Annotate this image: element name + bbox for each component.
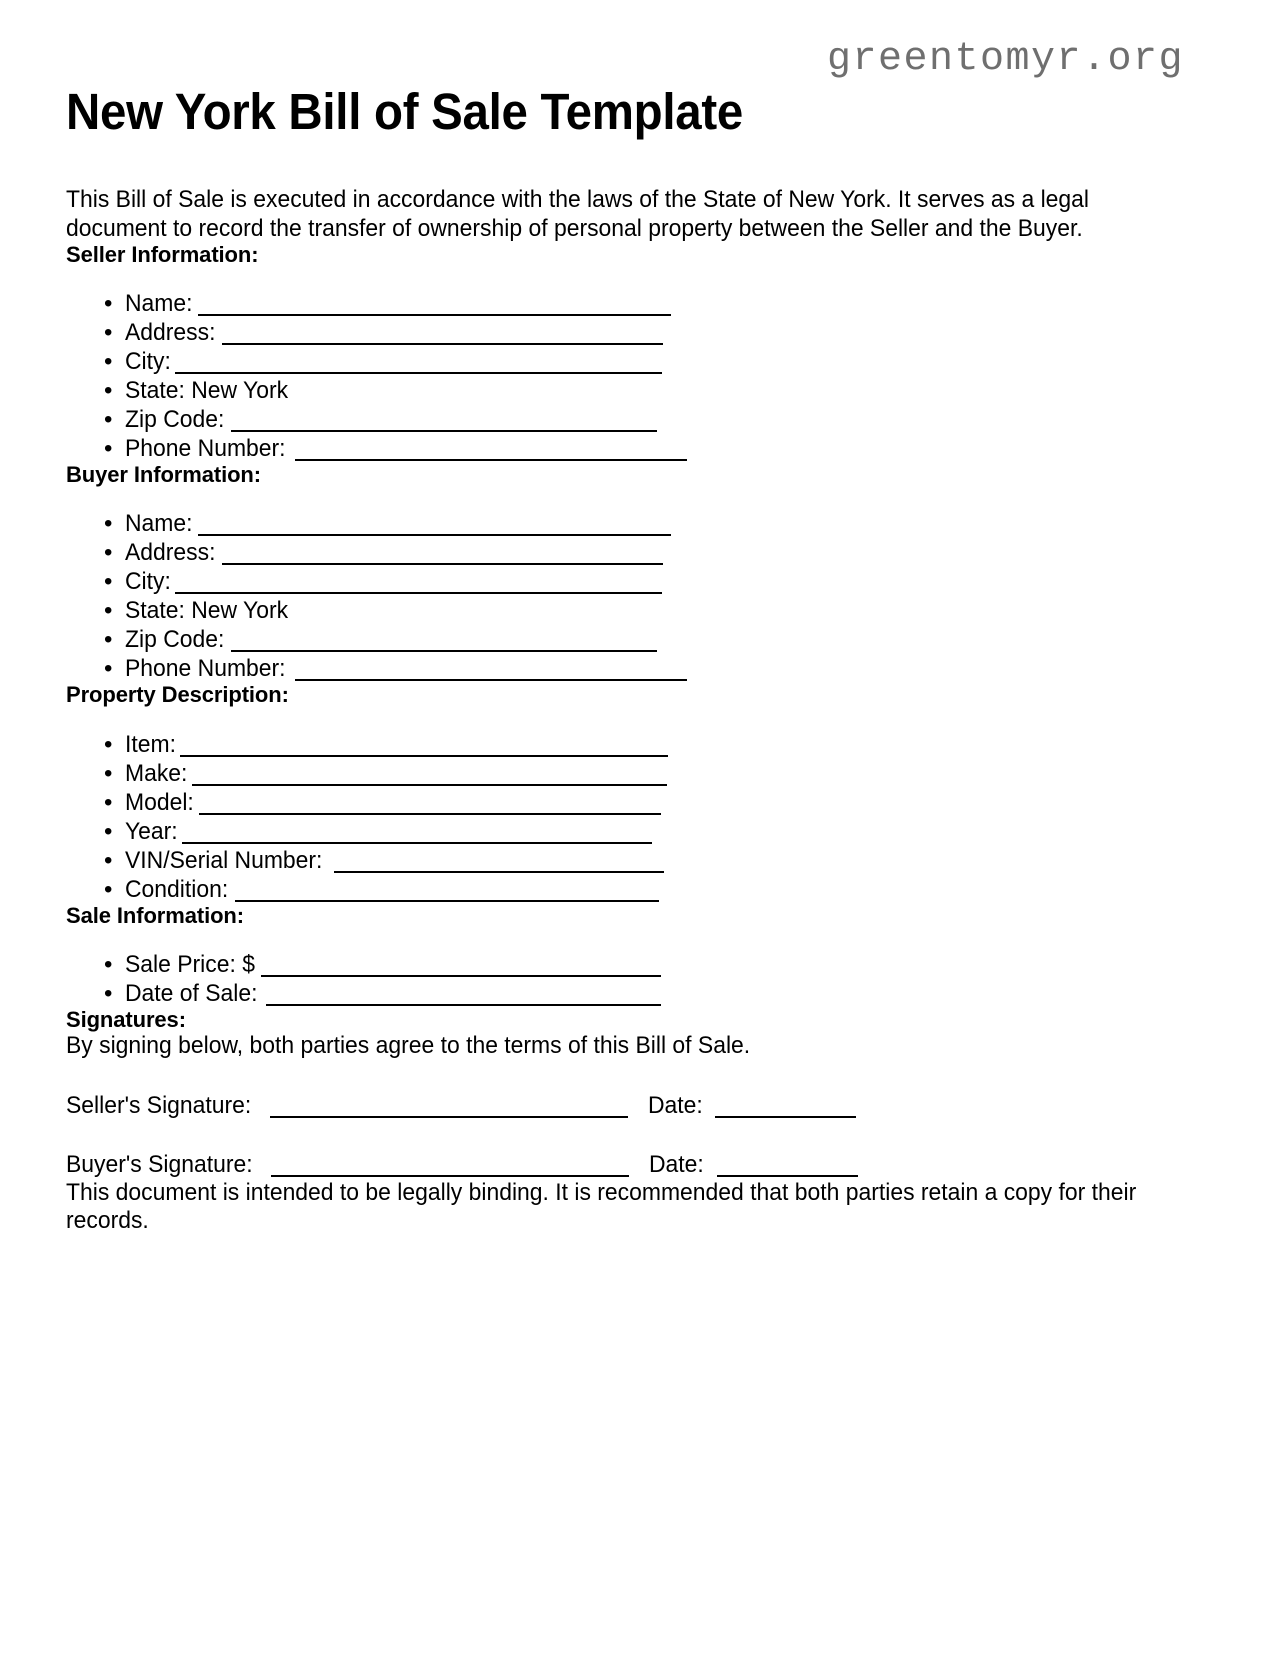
- bullet-icon: •: [104, 875, 113, 903]
- bullet-icon: •: [104, 950, 113, 978]
- field-blank-line[interactable]: [235, 883, 659, 902]
- bullet-icon: •: [104, 319, 113, 347]
- bullet-icon: •: [104, 626, 113, 654]
- field-label: Name:: [125, 290, 193, 318]
- bullet-icon: •: [104, 655, 113, 683]
- bullet-icon: •: [104, 348, 113, 376]
- field-label: Address:: [125, 319, 216, 347]
- field-label: City:: [125, 568, 171, 596]
- field-label: Year:: [125, 817, 178, 845]
- bullet-icon: •: [104, 788, 113, 816]
- list-item: [66, 509, 1174, 538]
- field-blank-line[interactable]: [192, 767, 667, 786]
- bullet-icon: •: [104, 539, 113, 567]
- closing-paragraph: This document is intended to be legally binding. It is recommended that both parties retain a copy for their records.: [66, 1178, 1137, 1235]
- list-item: [66, 567, 1174, 596]
- bullet-icon: •: [104, 730, 113, 758]
- field-label: Phone Number:: [125, 655, 286, 683]
- bullet-icon: •: [104, 979, 113, 1007]
- intro-paragraph: This Bill of Sale is executed in accordance with the laws of the State of New York. It serves as a legal document to record the transfer of ownership of personal property between the Seller and the Buyer.: [66, 186, 1090, 242]
- field-label: Phone Number:: [125, 435, 286, 463]
- list-item: [66, 434, 1174, 463]
- section-heading-signatures: Signatures:: [66, 1006, 186, 1032]
- signature-rows: [66, 1091, 1174, 1179]
- list-item: [66, 875, 1174, 904]
- bullet-icon: •: [104, 377, 113, 405]
- signature-blank-line[interactable]: [271, 1158, 629, 1177]
- sale-field-list: [66, 950, 1174, 1008]
- bullet-icon: •: [104, 290, 113, 318]
- bullet-icon: •: [104, 759, 113, 787]
- list-item: [66, 596, 1174, 625]
- list-item: [66, 846, 1174, 875]
- field-blank-line[interactable]: [295, 442, 687, 461]
- list-item: [66, 318, 1174, 347]
- document-content: [66, 0, 1174, 1236]
- bullet-icon: •: [104, 846, 113, 874]
- field-label: Item:: [125, 730, 176, 758]
- section-heading-property: Property Description:: [66, 682, 289, 708]
- seller-field-list: [66, 289, 1174, 463]
- field-blank-line[interactable]: [334, 854, 664, 873]
- section-heading-seller: Seller Information:: [66, 242, 259, 268]
- signature-label: Buyer's Signature:: [66, 1150, 253, 1178]
- signature-row: [66, 1150, 1174, 1179]
- field-label: Date of Sale:: [125, 979, 258, 1007]
- bullet-icon: •: [104, 568, 113, 596]
- list-item: [66, 347, 1174, 376]
- section-heading-sale: Sale Information:: [66, 902, 244, 928]
- bullet-icon: •: [104, 406, 113, 434]
- date-blank-line[interactable]: [717, 1158, 858, 1177]
- list-item: [66, 730, 1174, 759]
- page-title: New York Bill of Sale Template: [66, 83, 743, 140]
- list-item: [66, 376, 1174, 405]
- list-item: [66, 625, 1174, 654]
- bullet-icon: •: [104, 435, 113, 463]
- signature-blank-line[interactable]: [270, 1099, 628, 1118]
- field-label: Zip Code:: [125, 406, 225, 434]
- signature-agreement-text: By signing below, both parties agree to the terms of this Bill of Sale.: [66, 1032, 751, 1060]
- list-item: [66, 788, 1174, 817]
- field-blank-line[interactable]: [198, 517, 671, 536]
- signature-label: Seller's Signature:: [66, 1091, 252, 1119]
- field-blank-line[interactable]: [231, 413, 657, 432]
- section-heading-buyer: Buyer Information:: [66, 462, 261, 488]
- field-blank-line[interactable]: [295, 662, 687, 681]
- field-label: Name:: [125, 510, 193, 538]
- bullet-icon: •: [104, 510, 113, 538]
- field-blank-line[interactable]: [222, 546, 663, 565]
- field-blank-line[interactable]: [175, 575, 662, 594]
- date-blank-line[interactable]: [715, 1099, 856, 1118]
- signature-row: [66, 1091, 1174, 1120]
- field-blank-line[interactable]: [175, 355, 662, 374]
- buyer-field-list: [66, 509, 1174, 683]
- list-item: [66, 759, 1174, 788]
- field-blank-line[interactable]: [199, 796, 661, 815]
- property-field-list: [66, 730, 1174, 904]
- field-label: Make:: [125, 759, 188, 787]
- field-label: State: New York: [125, 597, 289, 625]
- field-label: VIN/Serial Number:: [125, 846, 323, 874]
- date-label: Date:: [649, 1150, 705, 1178]
- list-item: [66, 950, 1174, 979]
- list-item: [66, 538, 1174, 567]
- field-blank-line[interactable]: [198, 297, 671, 316]
- field-label: Zip Code:: [125, 626, 225, 654]
- field-label: Address:: [125, 539, 216, 567]
- field-blank-line[interactable]: [180, 738, 668, 757]
- field-blank-line[interactable]: [222, 326, 663, 345]
- field-label: State: New York: [125, 377, 289, 405]
- field-blank-line[interactable]: [231, 633, 657, 652]
- list-item: [66, 654, 1174, 683]
- bullet-icon: •: [104, 817, 113, 845]
- site-watermark: greentomyr.org: [826, 37, 1184, 82]
- field-blank-line[interactable]: [182, 825, 652, 844]
- field-label: Model:: [125, 788, 194, 816]
- field-blank-line[interactable]: [266, 987, 661, 1006]
- date-label: Date:: [648, 1091, 703, 1119]
- field-label: Condition:: [125, 875, 229, 903]
- list-item: [66, 405, 1174, 434]
- list-item: [66, 817, 1174, 846]
- bullet-icon: •: [104, 597, 113, 625]
- field-label: Sale Price: $: [125, 950, 255, 978]
- list-item: [66, 289, 1174, 318]
- list-item: [66, 979, 1174, 1008]
- field-blank-line[interactable]: [261, 958, 661, 977]
- field-label: City:: [125, 348, 171, 376]
